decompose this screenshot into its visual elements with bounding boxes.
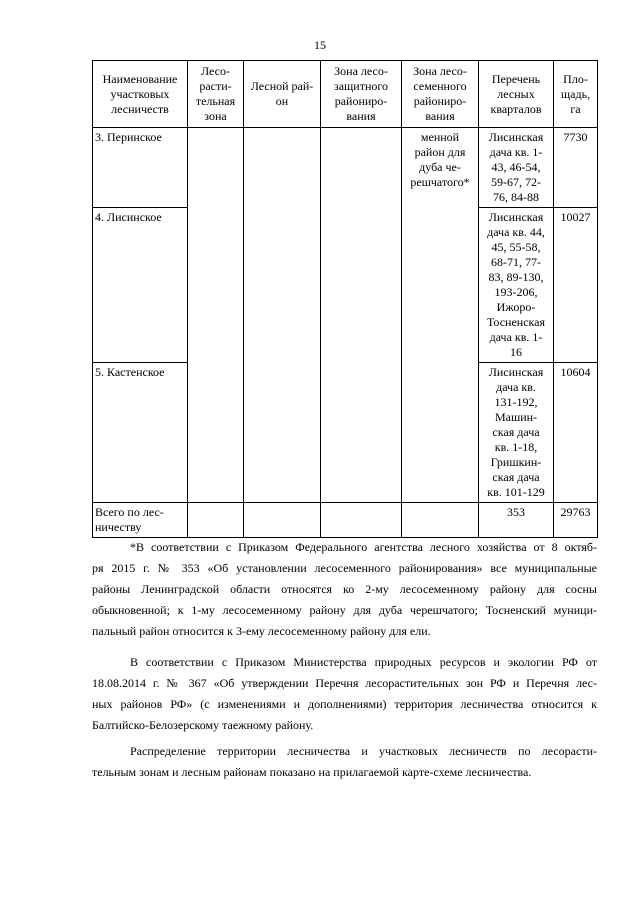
row-name: 3. Перинское: [93, 128, 188, 208]
row-area: 7730: [554, 128, 598, 208]
page-number: 15: [314, 38, 326, 52]
row-quarters: Лисинская дача кв. 44, 45, 55-58, 68-71, 77- 83, 89-130, 193-206, Ижоро- Тосненская дача кв. 1- 16: [479, 208, 554, 363]
row-area: 10604: [554, 363, 598, 503]
table-header-row: [93, 61, 598, 128]
table-row: [93, 128, 598, 208]
empty-cell: [321, 503, 402, 538]
text-line: Балтийско-Белозерскому таежному району.: [92, 718, 314, 732]
col-header-protection-zone: Зона лесо- защитного райониро- вания: [321, 61, 402, 128]
forest-district-cell: [244, 128, 321, 503]
col-header-quarters: Перечень лесных кварталов: [479, 61, 554, 128]
text-line: обыкновенной; к 1-му лесосеменному району для дуба черешчатого; Тосненский муници-: [92, 603, 597, 617]
text-line: 18.08.2014 г. № 367 «Об утверждении Перечня лесорастительных зон РФ и Перечня лес-: [92, 676, 597, 690]
footnote-paragraph: [92, 537, 597, 642]
text-line: В соответствии с Приказом Министерства природных ресурсов и экологии РФ от: [130, 655, 597, 669]
text-line: Распределение территории лесничества и участковых лесничеств по лесорасти-: [130, 744, 597, 758]
text-line: тельным зонам и лесным районам показано на прилагаемой карте-схеме лесничества.: [92, 765, 532, 779]
row-quarters: Лисинская дача кв. 1- 43, 46-54, 59-67, 72- 76, 84-88: [479, 128, 554, 208]
col-header-forest-district: Лесной рай- он: [244, 61, 321, 128]
col-header-seed-zone: Зона лесо- семенного райониро- вания: [402, 61, 479, 128]
protection-zone-cell: [321, 128, 402, 503]
col-header-veg-zone: Лесо- расти- тельная зона: [188, 61, 244, 128]
empty-cell: [188, 503, 244, 538]
text-line: районы Ленинградской области относятся ко 2-му лесосеменному району для сосны: [92, 582, 597, 596]
table-total-row: [93, 503, 598, 538]
total-label: Всего по лес- ничеству: [93, 503, 188, 538]
total-quarters: 353: [479, 503, 554, 538]
distribution-paragraph: [92, 741, 597, 783]
text-line: ря 2015 г. № 353 «Об установлении лесосеменного районирования» все муниципальные: [92, 561, 597, 575]
row-quarters: Лисинская дача кв. 131-192, Машин- ская дача кв. 1-18, Гришкин- ская дача кв. 101-129: [479, 363, 554, 503]
text-line: *В соответствии с Приказом Федерального агентства лесного хозяйства от 8 октяб-: [130, 540, 597, 554]
col-header-area: Пло- щадь, га: [554, 61, 598, 128]
veg-zone-cell: [188, 128, 244, 503]
row-name: 4. Лисинское: [93, 208, 188, 363]
forestry-table: [92, 60, 598, 538]
row-name: 5. Кастенское: [93, 363, 188, 503]
empty-cell: [244, 503, 321, 538]
text-line: пальный район относится к 3-ему лесосеменному району для ели.: [92, 624, 431, 638]
seed-zone-cell: менной район для дуба че- решчатого*: [402, 128, 479, 503]
total-area: 29763: [554, 503, 598, 538]
zones-paragraph: [92, 652, 597, 736]
empty-cell: [402, 503, 479, 538]
row-area: 10027: [554, 208, 598, 363]
text-line: ных районов РФ» (с изменениями и дополнениями) территория лесничества относится к: [92, 697, 597, 711]
col-header-name: Наименование участковых лесничеств: [93, 61, 188, 128]
